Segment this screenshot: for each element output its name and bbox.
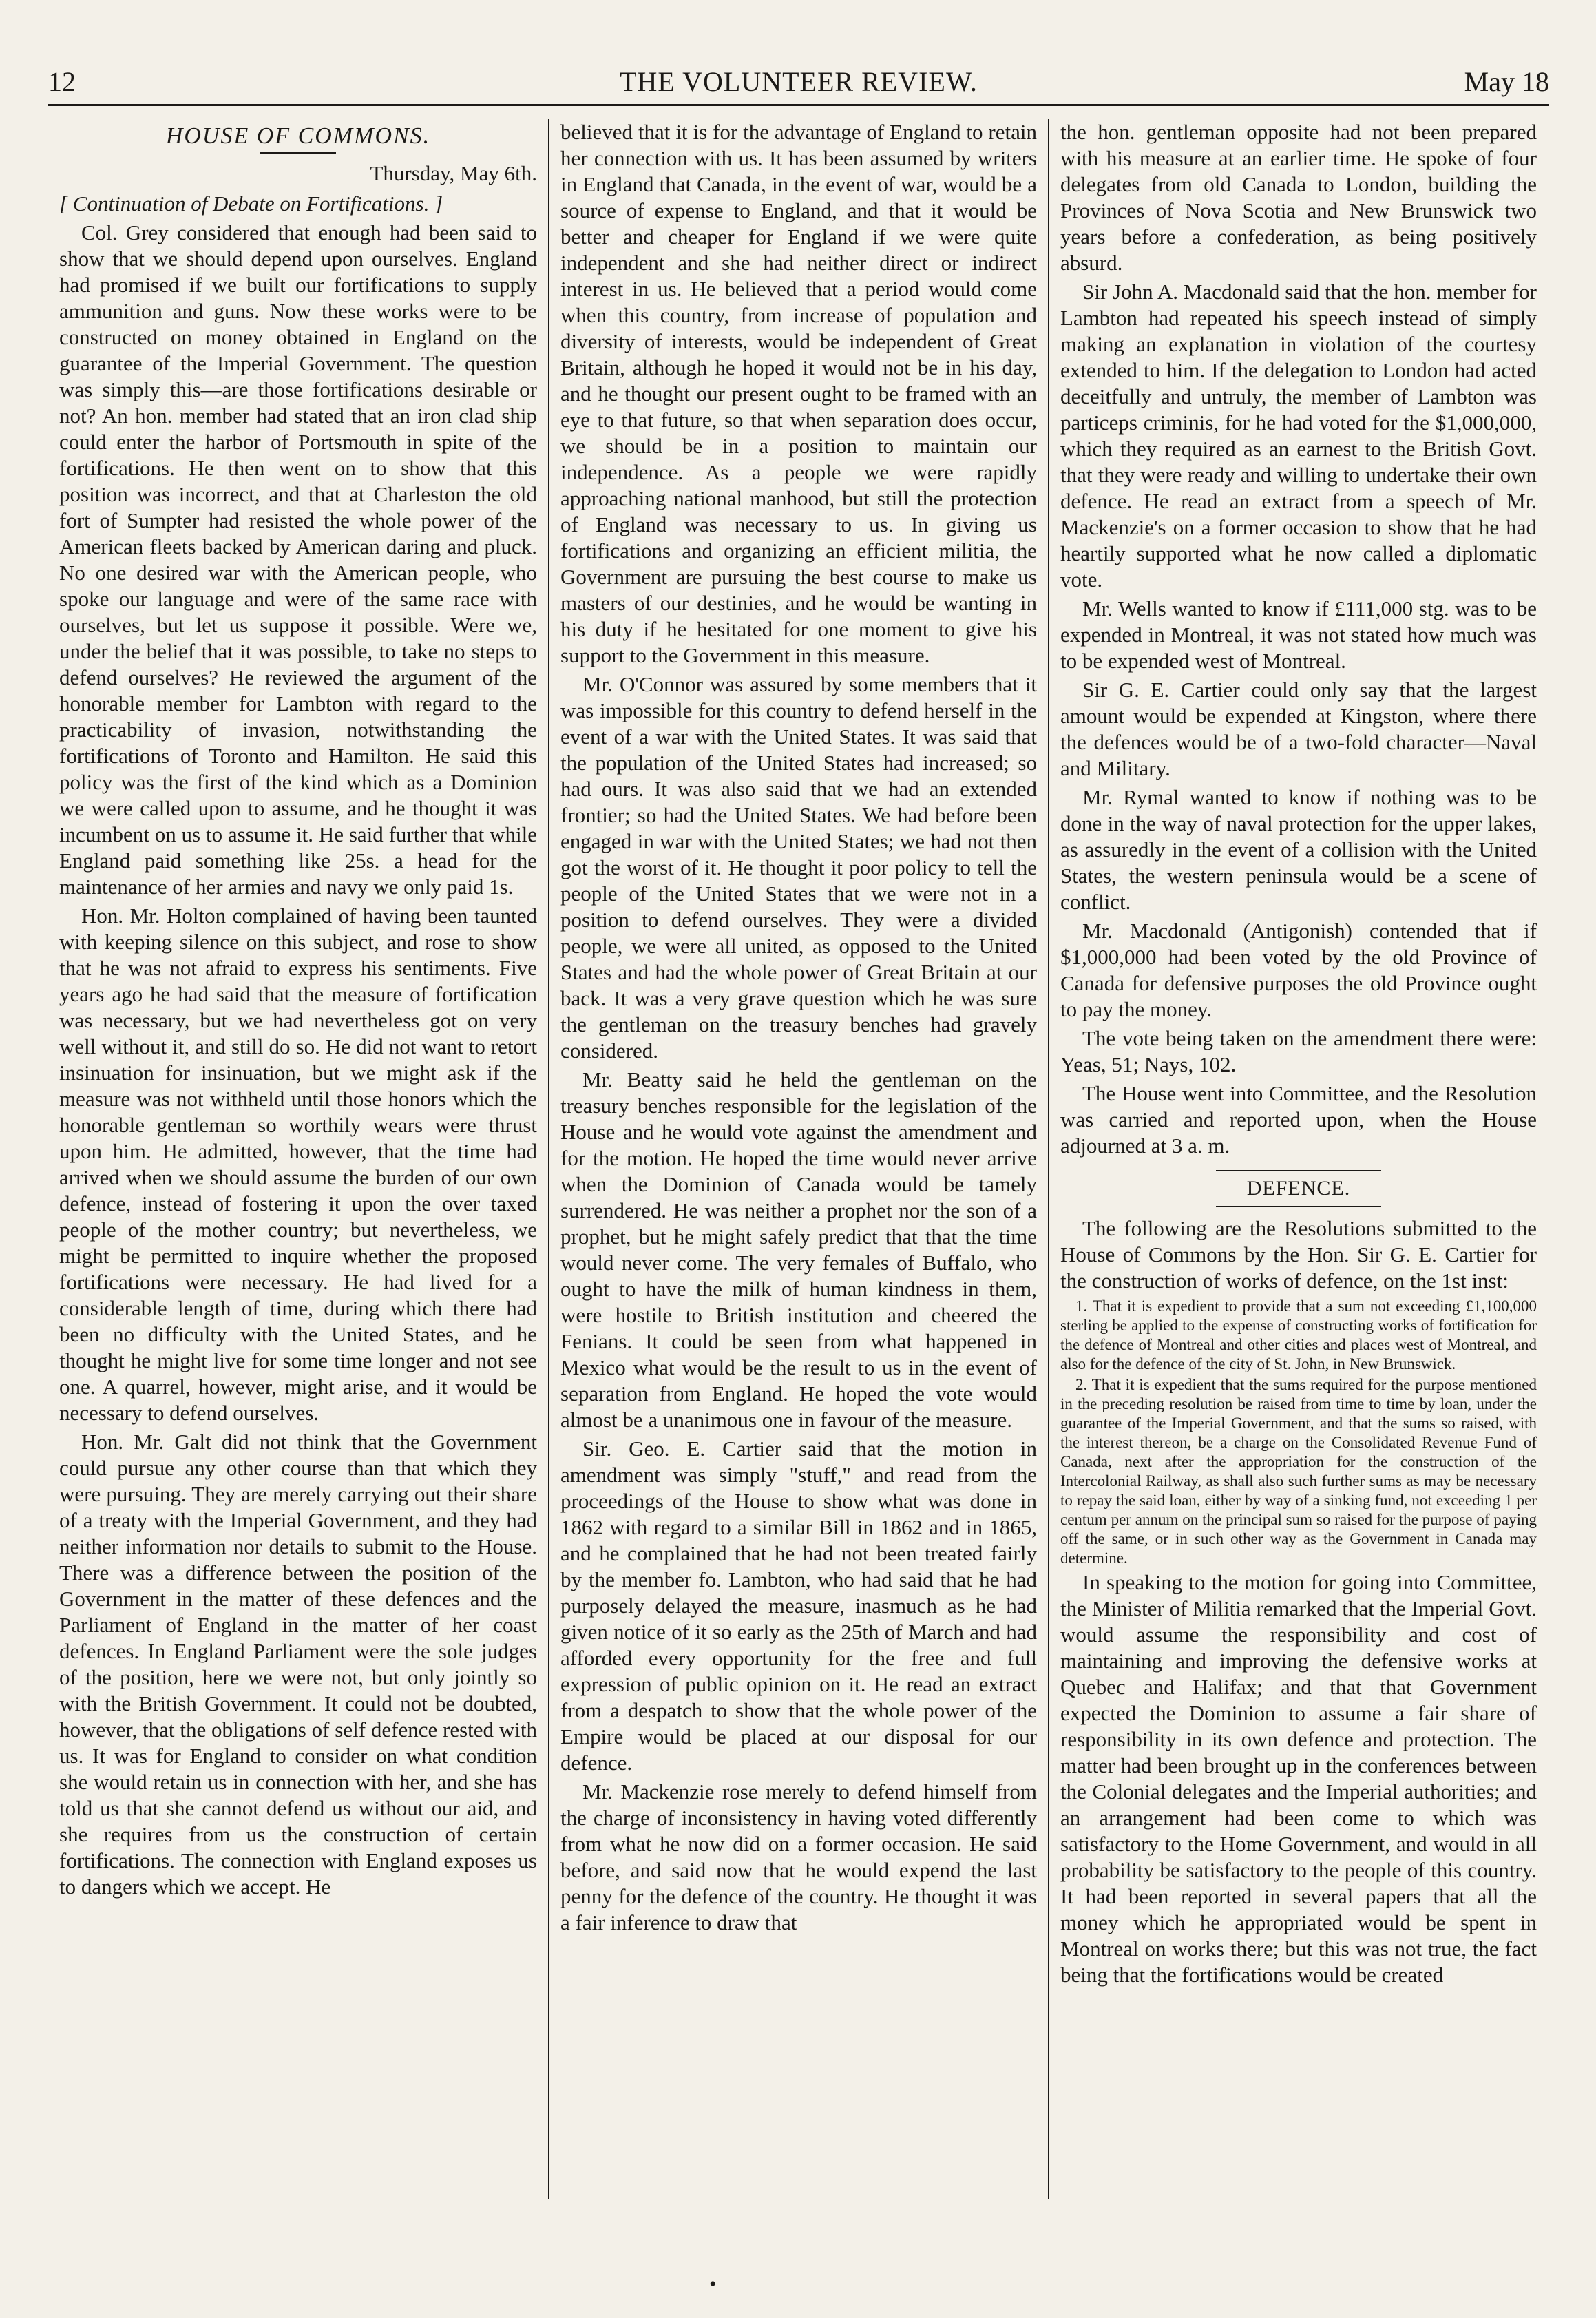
paragraph: Hon. Mr. Galt did not think that the Government could pursue any other course than that which they were pursuing. They are merely carrying out their share of a treaty with the Imperial Government, and they had neither information nor details to submit to the House. There was a difference between the position of the Government in the matter of these defences and the Parliament of England in the matter of her coast defences. In England Parliament were the sole judges of the position, here we were not, but only jointly so with the British Government. It could not be doubted, however, that the obligations of self defence rested with us. It was for England to consider on what condition she would retain us in connection with her, and she has told us that she cannot defend us without our aid, and she requires from us the construction of certain fortifications. The connection with England exposes us to dangers which we accept. He	[59, 1430, 537, 1899]
newspaper-title: THE VOLUNTEER REVIEW.	[620, 66, 978, 97]
resolution-2: 2. That it is expedient that the sums required for the purpose mentioned in the preceding resolution be raised from time to time by loan, under the guarantee of the Imperial Government, and that the sums so raised, with the interest thereon, be a charge on the Consolidated Revenue Fund of Canada, next after the appropriation for the construction of the Intercolonial Railway, as shall also such further sums as may be necessary to repay the said loan, either by way of a sinking fund, not exceeding 1 per centum per annum on the principal sum so raised for the purpose of paying off the same, or in such other way as the Government in Canada may determine.	[1060, 1376, 1537, 1567]
article-columns	[48, 119, 1549, 2199]
paragraph: Mr. Wells wanted to know if £111,000 stg. was to be expended in Montreal, it was not stated how much was to be expended west of Montreal.	[1060, 596, 1537, 673]
page-number: 12	[48, 66, 76, 97]
paragraph: Sir John A. Macdonald said that the hon. member for Lambton had repeated his speech instead of simply making an explanation in violation of the courtesy extended to him. If the delegation to London had acted deceitfully and untruly, the member of Lambton was particeps criminis, for he had voted for the $1,000,000, which they required as an earnest to the British Govt. that they were ready and willing to undertake their own defence. He read an extract from a speech of Mr. Mackenzie's on a former occasion to show that he had heartily supported what he now called a diplomatic vote.	[1060, 280, 1537, 592]
paragraph: Mr. Macdonald (Antigonish) contended that if $1,000,000 had been voted by the old Province of Canada for defensive purposes the old Province ought to pay the money.	[1060, 919, 1537, 1021]
paragraph: Sir G. E. Cartier could only say that the largest amount would be expended at Kingston, where there the defences would be of a two-fold character—Naval and Military.	[1060, 678, 1537, 780]
print-mark: •	[709, 2273, 717, 2295]
column-2	[548, 119, 1048, 2199]
paragraph: Mr. Beatty said he held the gentleman on the treasury benches responsible for the legislation of the House and he would vote against the amendment and for the motion. He hoped the time would never arrive when the Dominion of Canada would be tamely surrendered. He was neither a prophet nor the son of a prophet, but he might safely predict that that the time would never come. The very females of Buffalo, who ought to have the milk of human kindness in them, were hostile to British institution and cheered the Fenians. It could be seen from what happened in Mexico what would be the result to us in the event of separation from England. He hoped the vote would almost be a unanimous one in favour of the measure.	[560, 1067, 1037, 1432]
dateline: Thursday, May 6th.	[370, 161, 537, 185]
resolution-1: 1. That it is expedient to provide that a sum not exceeding £1,100,000 sterling be applied to the expense of constructing works of fortification for the defence of Montreal and other cities and places west of Montreal, and also for the defence of the city of St. John, in New Brunswick.	[1060, 1297, 1537, 1372]
paragraph: believed that it is for the advantage of England to retain her connection with us. It has been assumed by writers in England that Canada, in the event of war, would be a source of expense to England, and that it would be better and cheaper for England if we were quite independent and she had neither direct or indirect interest in us. He believed that a period would come when this country, from increase of population and diversity of interests, would be independent of Great Britain, although he hoped it would not be in his day, and he thought our present ought to be framed with an eye to that future, so that when separation does occur, we should be in a position to maintain our independence. As a people we were rapidly approaching national manhood, but still the protection of England was necessary to us. In giving us fortifications and organizing an efficient militia, the Government are pursuing the best course to make us masters of our destinies, and he would be wanting in his duty if he hesitated for one moment to give his support to the Government in this measure.	[560, 120, 1037, 667]
title-rule	[260, 152, 336, 154]
paragraph: The following are the Resolutions submitted to the House of Commons by the Hon. Sir G. E. Cartier for the construction of works of defence, on the 1st inst:	[1060, 1216, 1537, 1293]
column-3	[1048, 119, 1548, 2199]
paragraph: Mr. Rymal wanted to know if nothing was to be done in the way of naval protection for the upper lakes, as assuredly in the event of a collision with the United States, the western peninsula would be a scene of conflict.	[1060, 785, 1537, 914]
paragraph: The vote being taken on the amendment there were: Yeas, 51; Nays, 102.	[1060, 1026, 1537, 1076]
paragraph: Hon. Mr. Holton complained of having been taunted with keeping silence on this subject, and rose to show that he was not afraid to express his sentiments. Five years ago he had said that the measure of fortification was necessary, but we had nevertheless got on very well without it, and still do so. He did not want to retort insinuation for insinuation, but we might ask if the measure was not withheld until those honors which the honorable gentleman so worthily wears were thrust upon him. He admitted, however, that the time had arrived when we should assume the burden of our own defence, instead of fostering it upon the over taxed people of the mother country; but nevertheless, we might be permitted to inquire whether the proposed fortifications were necessary. He had lived for a considerable length of time, during which there had been no difficulty with the United States, and he thought he might live for some time longer and not see one. A quarrel, however, might arise, and it would be necessary to defend ourselves.	[59, 904, 537, 1425]
paragraph: Mr. Mackenzie rose merely to defend himself from the charge of inconsistency in having voted differently from what he now did on a former occasion. He said before, and said now that he would expend the last penny for the defence of the country. He thought it was a fair inference to draw that	[560, 1779, 1037, 1934]
paragraph: Col. Grey considered that enough had been said to show that we should depend upon ourselves. England had promised if we built our fortifications to supply ammunition and guns. Now these works were to be constructed on money obtained in England on the guarantee of the Imperial Government. The question was simply this—are those fortifications desirable or not? An hon. member had stated that an iron clad ship could enter the harbor of Portsmouth in spite of the fortifications. He then went on to show that this position was incorrect, and that at Charleston the old fort of Sumpter had resisted the whole power of the American fleets backed by American daring and pluck. No one desired war with the American people, who spoke our language and were of the same race with ourselves, but let us suppose it possible. Were we, under the belief that it was possible, to take no steps to defend ourselves? He reviewed the argument of the honorable member for Lambton with regard to the practicability of invasion, notwithstanding the fortifications of Toronto and Hamilton. He said this policy was the first of the kind which as a Dominion we were called upon to assume, and he thought it was incumbent on us to assume it. He said further that while England paid something like 25s. a head for the maintenance of her armies and navy we only paid 1s.	[59, 220, 537, 899]
paragraph: Sir. Geo. E. Cartier said that the motion in amendment was simply "stuff," and read from the proceedings of the House to show what was done in 1862 with regard to a similar Bill in 1862 and in 1865, and he complained that he had not been treated fairly by the member fo. Lambton, who had said that he had purposely delayed the measure, inasmuch as he had given notice of it so early as the 25th of March and had afforded every opportunity for the free and full expression of public opinion on it. He read an extract from a despatch to show that the whole power of the Empire would be placed at our disposal for our defence.	[560, 1437, 1037, 1775]
section-title: HOUSE OF COMMONS.	[165, 123, 431, 149]
paragraph: Mr. O'Connor was assured by some members that it was impossible for this country to defend herself in the event of a war with the United States. It was said that the population of the United States had increased; so had ours. It was also said that we had an extended frontier; so had the United States. We had before been engaged in war with the United States; we had not then got the worst of it. He thought it poor policy to tell the people of the United States that we were not in a position to defend ourselves. They were a divided people, we were all united, as opposed to the United States and had the whole power of Great Britain at our back. It was a very grave question which he was sure the gentleman on the treasury benches had gravely considered.	[560, 672, 1037, 1063]
newspaper-page	[48, 65, 1549, 1987]
defence-heading: DEFENCE.	[1216, 1170, 1381, 1207]
paragraph: The House went into Committee, and the Resolution was carried and reported upon, when the House adjourned at 3 a. m.	[1060, 1081, 1537, 1158]
masthead	[48, 65, 1549, 106]
issue-date: May 18	[1464, 66, 1549, 97]
continuation-note: [ Continuation of Debate on Fortifications. ]	[59, 191, 443, 216]
paragraph: In speaking to the motion for going into Committee, the Minister of Militia remarked that the Imperial Govt. would assume the responsibility and cost of maintaining and improving the defensive works at Quebec and Halifax; and that that Government expected the Dominion to assume a fair share of responsibility in its own defence and protection. The matter had been brought up in the conferences between the Colonial delegates and the Imperial authorities; and an arrangement had been come to which was satisfactory to the Home Government, and would in all probability be satisfactory to the people of this country. It had been reported in several papers that all the money which he appropriated would be spent in Montreal on works there; but this was not true, the fact being that the fortifications would be created	[1060, 1570, 1537, 1987]
paragraph: the hon. gentleman opposite had not been prepared with his measure at an earlier time. He spoke of four delegates from old Canada to London, building the Provinces of Nova Scotia and New Brunswick two years before a confederation, as being positively absurd.	[1060, 120, 1537, 275]
column-1	[48, 119, 548, 2199]
